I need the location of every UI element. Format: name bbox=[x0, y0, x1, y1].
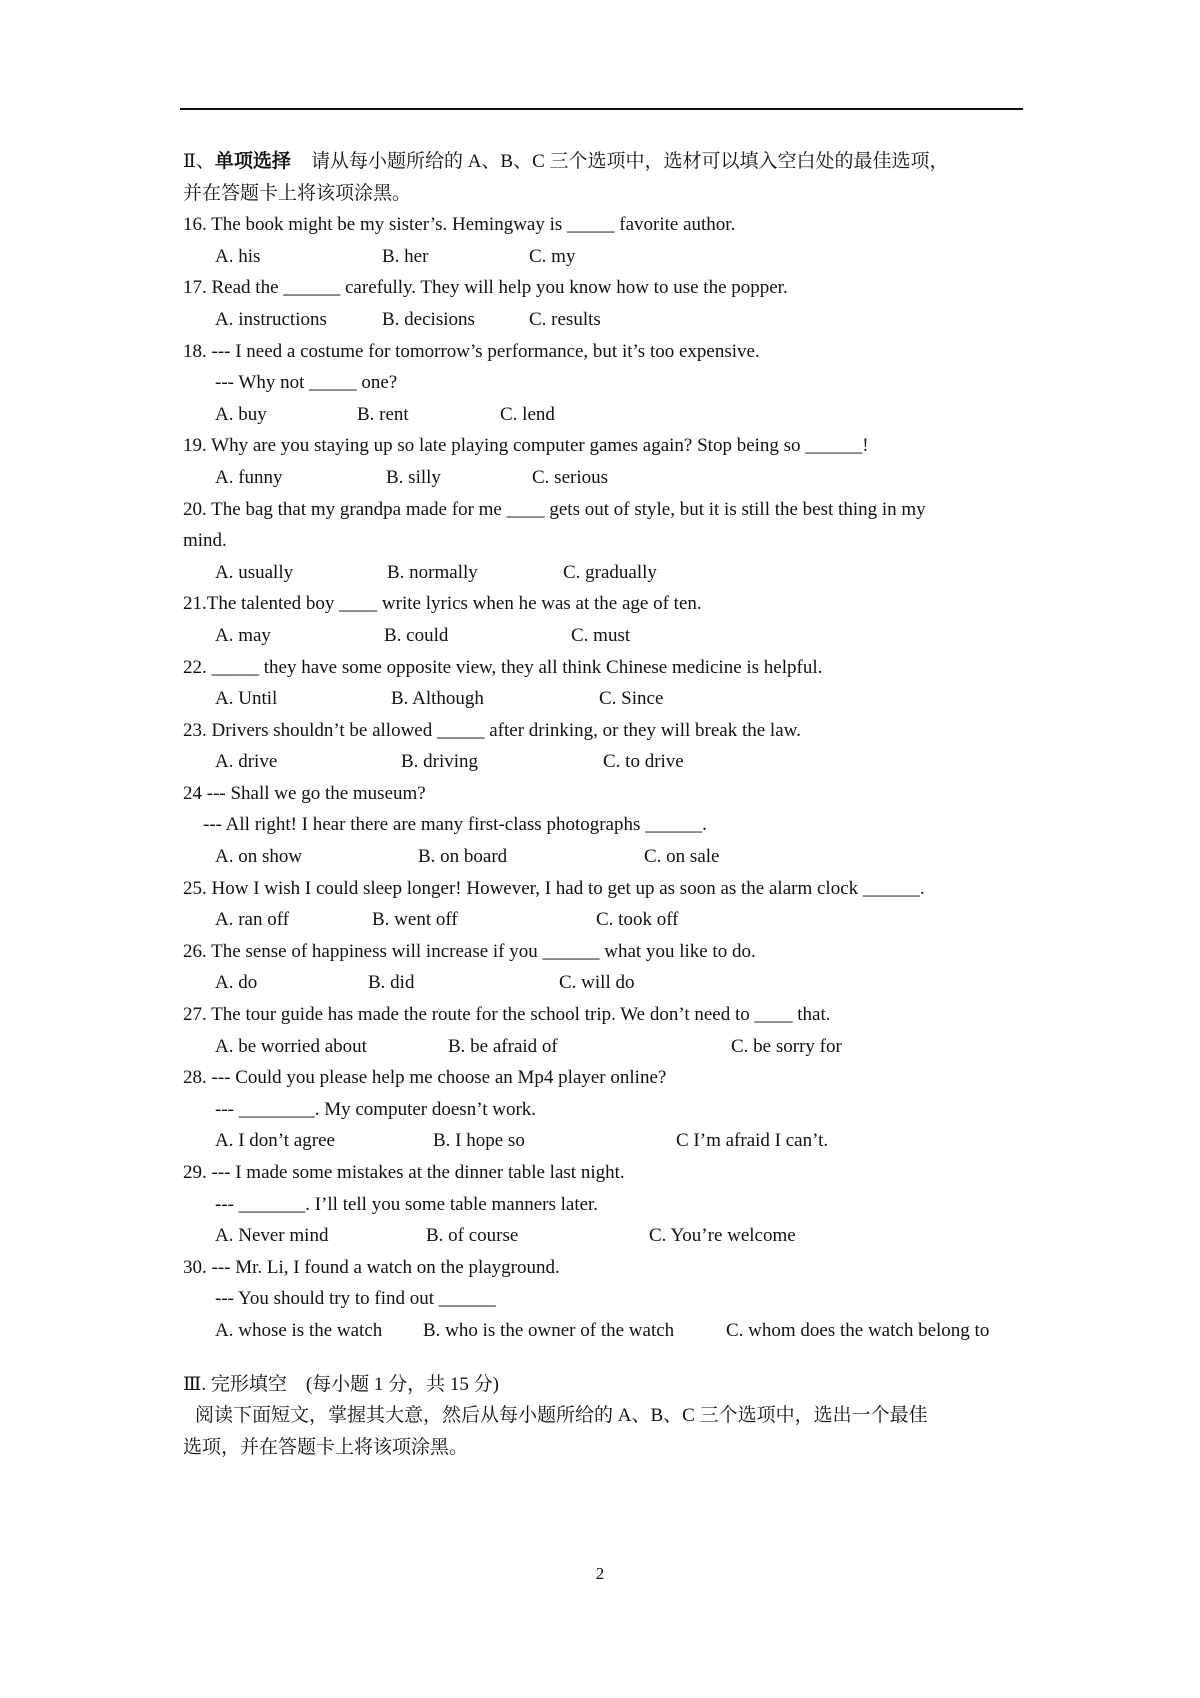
question-20-options bbox=[183, 557, 1028, 589]
question-25-options bbox=[183, 904, 1028, 936]
option-c: C. lend bbox=[500, 403, 555, 425]
question-17-options bbox=[183, 304, 1028, 336]
option-b: B. her bbox=[382, 245, 429, 267]
option-a: A. I don’t agree bbox=[215, 1130, 335, 1152]
question-23-options bbox=[183, 746, 1028, 778]
option-c: C. be sorry for bbox=[731, 1035, 842, 1057]
question-22-options bbox=[183, 683, 1028, 715]
option-c: C. must bbox=[571, 624, 631, 646]
option-b: B. rent bbox=[357, 403, 409, 425]
question-24-options bbox=[183, 841, 1028, 873]
option-b: B. on board bbox=[418, 846, 508, 868]
option-a: A. may bbox=[215, 624, 271, 646]
option-c: C. took off bbox=[596, 909, 679, 931]
question-30-stem: 30. --- Mr. Li, I found a watch on the playground. bbox=[183, 1256, 560, 1278]
question-29-options bbox=[183, 1220, 1028, 1252]
question-20-stem-cont: mind. bbox=[183, 530, 227, 552]
question-27-stem: 27. The tour guide has made the route for the school trip. We don’t need to ____ that. bbox=[183, 1004, 831, 1026]
question-21-options bbox=[183, 620, 1028, 652]
option-a: A. whose is the watch bbox=[215, 1319, 383, 1341]
option-c: C. results bbox=[529, 308, 601, 330]
option-c: C. on sale bbox=[644, 846, 720, 868]
option-b: B. of course bbox=[426, 1225, 519, 1247]
section2-instruction: 请从每小题所给的 A、B、C 三个选项中，选材可以填入空白处的最佳选项， bbox=[310, 151, 949, 172]
option-a: A. on show bbox=[215, 846, 303, 868]
question-29-stem: 29. --- I made some mistakes at the dinner table last night. bbox=[183, 1162, 625, 1183]
section3-heading: Ⅲ. 完形填空 (每小题 1 分，共 15 分) bbox=[183, 1373, 499, 1395]
option-b: B. decisions bbox=[382, 308, 475, 330]
option-b: B. driving bbox=[401, 751, 479, 773]
option-c: C. whom does the watch belong to bbox=[726, 1319, 990, 1341]
option-c: C. gradually bbox=[563, 561, 657, 583]
option-b: B. went off bbox=[372, 909, 458, 931]
question-21-stem: 21.The talented boy ____ write lyrics when he was at the age of ten. bbox=[183, 593, 702, 615]
question-19-stem: 19. Why are you staying up so late playing computer games again? Stop being so ______! bbox=[183, 435, 869, 457]
option-b: B. silly bbox=[386, 466, 441, 488]
question-16-options bbox=[183, 241, 1028, 273]
question-28-reply: --- ________. My computer doesn’t work. bbox=[215, 1098, 537, 1120]
option-c: C I’m afraid I can’t. bbox=[676, 1130, 829, 1152]
question-24-reply: --- All right! I hear there are many first-class photographs ______. bbox=[203, 814, 707, 836]
question-24-stem: 24 --- Shall we go the museum? bbox=[183, 782, 426, 804]
question-27-options bbox=[183, 1031, 1028, 1063]
option-a: A. usually bbox=[215, 561, 294, 583]
option-c: C. serious bbox=[532, 466, 608, 488]
option-b: B. did bbox=[368, 972, 415, 994]
question-23-stem: 23. Drivers shouldn’t be allowed _____ after drinking, or they will break the law. bbox=[183, 719, 801, 741]
question-22-stem: 22. _____ they have some opposite view, they all think Chinese medicine is helpful. bbox=[183, 656, 823, 678]
option-c: C. my bbox=[529, 245, 576, 267]
option-a: A. instructions bbox=[215, 308, 327, 330]
option-b: B. I hope so bbox=[433, 1130, 525, 1152]
option-a: A. Never mind bbox=[215, 1225, 329, 1247]
option-a: A. buy bbox=[215, 403, 267, 425]
section2-numeral: Ⅱ、 bbox=[183, 151, 215, 172]
option-a: A. do bbox=[215, 972, 258, 994]
option-a: A. be worried about bbox=[215, 1035, 367, 1057]
section2-title: 单项选择 bbox=[214, 151, 291, 172]
page-content bbox=[183, 146, 1028, 1463]
question-30-reply: --- You should try to find out ______ bbox=[215, 1288, 496, 1310]
option-c: C. to drive bbox=[603, 751, 684, 773]
option-b: B. could bbox=[384, 624, 449, 646]
section3-instruction: 阅读下面短文，掌握其大意，然后从每小题所给的 A、B、C 三个选项中，选出一个最佳 bbox=[195, 1405, 928, 1427]
option-a: A. funny bbox=[215, 466, 283, 488]
section3-instruction-cont: 选项，并在答题卡上将该项涂黑。 bbox=[183, 1436, 469, 1458]
option-b: B. normally bbox=[387, 561, 478, 583]
option-c: C. You’re welcome bbox=[649, 1225, 796, 1247]
question-18-stem: 18. --- I need a costume for tomorrow’s performance, but it’s too expensive. bbox=[183, 340, 760, 362]
option-b: B. be afraid of bbox=[448, 1035, 558, 1057]
question-28-options bbox=[183, 1125, 1028, 1157]
question-26-stem: 26. The sense of happiness will increase if you ______ what you like to do. bbox=[183, 940, 756, 962]
option-a: A. his bbox=[215, 245, 261, 267]
section2-instruction-cont: 并在答题卡上将该项涂黑。 bbox=[183, 182, 412, 204]
question-30-options bbox=[183, 1315, 1028, 1347]
section2-heading bbox=[183, 146, 1028, 178]
page-number: 2 bbox=[595, 1564, 605, 1583]
option-a: A. ran off bbox=[215, 909, 290, 931]
question-29-reply: --- _______. I’ll tell you some table manners later. bbox=[215, 1193, 599, 1215]
option-a: A. Until bbox=[215, 688, 278, 710]
question-28-stem: 28. --- Could you please help me choose an Mp4 player online? bbox=[183, 1067, 667, 1089]
option-c: C. will do bbox=[559, 972, 635, 994]
header-rule bbox=[180, 108, 1023, 110]
option-c: C. Since bbox=[599, 688, 664, 710]
question-25-stem: 25. How I wish I could sleep longer! However, I had to get up as soon as the alarm clock ______. bbox=[183, 877, 925, 899]
question-26-options bbox=[183, 967, 1028, 999]
option-b: B. who is the owner of the watch bbox=[423, 1319, 675, 1341]
question-19-options bbox=[183, 462, 1028, 494]
question-17-stem: 17. Read the ______ carefully. They will help you know how to use the popper. bbox=[183, 277, 788, 299]
section-gap bbox=[183, 1347, 1028, 1369]
question-18-reply: --- Why not _____ one? bbox=[215, 372, 398, 394]
option-b: B. Although bbox=[391, 688, 484, 710]
option-a: A. drive bbox=[215, 751, 278, 773]
question-20-stem: 20. The bag that my grandpa made for me ____ gets out of style, but it is still the best thing in my bbox=[183, 498, 926, 520]
question-16-stem: 16. The book might be my sister’s. Hemingway is _____ favorite author. bbox=[183, 214, 736, 236]
question-18-options bbox=[183, 399, 1028, 431]
